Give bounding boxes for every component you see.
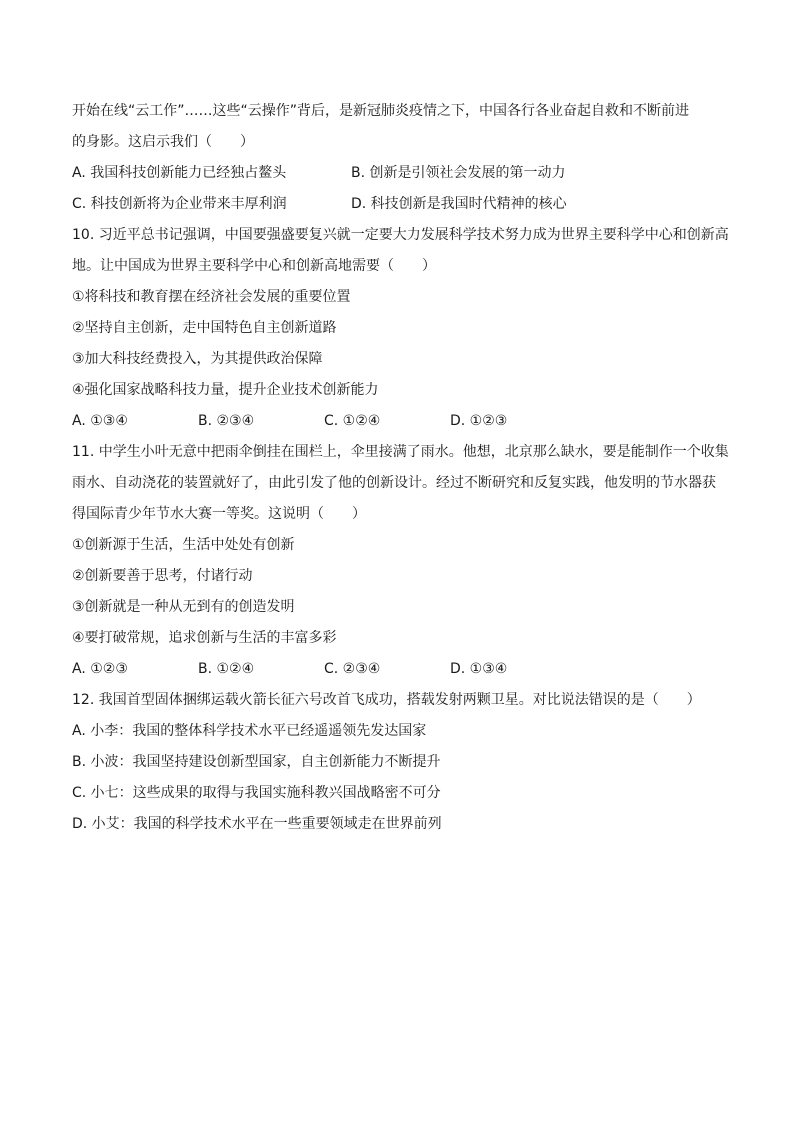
statement-1: ①将科技和教育摆在经济社会发展的重要位置 — [72, 289, 351, 305]
option-row — [72, 654, 732, 685]
option-c: C. ①②④ — [324, 413, 381, 429]
statement-3: ③加大科技经费投入，为其提供政治保障 — [72, 351, 323, 367]
option-a: A. 我国科技创新能力已经独占鳌头 — [72, 165, 287, 181]
statement-2: ②创新要善于思考，付诸行动 — [72, 568, 253, 584]
option-c: C. 小七：这些成果的取得与我国实施科教兴国战略密不可分 — [72, 785, 441, 801]
statement-3: ③创新就是一种从无到有的创造发明 — [72, 599, 295, 615]
option-row — [72, 189, 732, 220]
option-a: A. ①③④ — [72, 413, 128, 429]
option-d: D. ①③④ — [450, 661, 508, 677]
option-c: C. ②③④ — [324, 661, 381, 677]
question-stem-line: 开始在线“云工作”……这些“云操作”背后，是新冠肺炎疫情之下，中国各行各业奋起自救和不断前进 — [72, 103, 690, 119]
question-stem-line: 10. 习近平总书记强调，中国要强盛要复兴就一定要大力发展科学技术努力成为世界主要科学中心和创新高 — [72, 227, 729, 243]
option-b: B. ①②④ — [198, 661, 255, 677]
statement-4: ④要打破常规，追求创新与生活的丰富多彩 — [72, 630, 337, 646]
question-10 — [72, 220, 732, 437]
option-a: A. ①②③ — [72, 661, 128, 677]
option-d: D. 小艾：我国的科学技术水平在一些重要领域走在世界前列 — [72, 816, 442, 832]
document-page — [72, 96, 732, 840]
question-stem-line: 的身影。这启示我们（ ） — [72, 134, 254, 150]
question-9 — [72, 96, 732, 220]
option-d: D. 科技创新是我国时代精神的核心 — [351, 196, 567, 212]
question-stem-line: 得国际青少年节水大赛一等奖。这说明（ ） — [72, 506, 366, 522]
statement-1: ①创新源于生活，生活中处处有创新 — [72, 537, 295, 553]
option-row — [72, 406, 732, 437]
question-12 — [72, 685, 732, 840]
option-d: D. ①②③ — [450, 413, 508, 429]
statement-2: ②坚持自主创新，走中国特色自主创新道路 — [72, 320, 337, 336]
question-stem-line: 雨水、自动浇花的装置就好了，由此引发了他的创新设计。经过不断研究和反复实践，他发明的节水器获 — [72, 475, 716, 491]
question-stem-line: 12. 我国首型固体捆绑运载火箭长征六号改首飞成功，搭载发射两颗卫星。对比说法错误的是（ ） — [72, 692, 701, 708]
option-b: B. 小波：我国坚持建设创新型国家，自主创新能力不断提升 — [72, 754, 441, 770]
option-a: A. 小李：我国的整体科学技术水平已经遥遥领先发达国家 — [72, 723, 427, 739]
option-c: C. 科技创新将为企业带来丰厚利润 — [72, 196, 287, 212]
option-b: B. ②③④ — [198, 413, 255, 429]
option-b: B. 创新是引领社会发展的第一动力 — [351, 165, 566, 181]
statement-4: ④强化国家战略科技力量，提升企业技术创新能力 — [72, 382, 379, 398]
question-11 — [72, 437, 732, 685]
question-stem-line: 11. 中学生小叶无意中把雨伞倒挂在围栏上，伞里接满了雨水。他想，北京那么缺水，要是能制作一个收集 — [72, 444, 729, 460]
question-stem-line: 地。让中国成为世界主要科学中心和创新高地需要（ ） — [72, 258, 436, 274]
option-row — [72, 158, 732, 189]
